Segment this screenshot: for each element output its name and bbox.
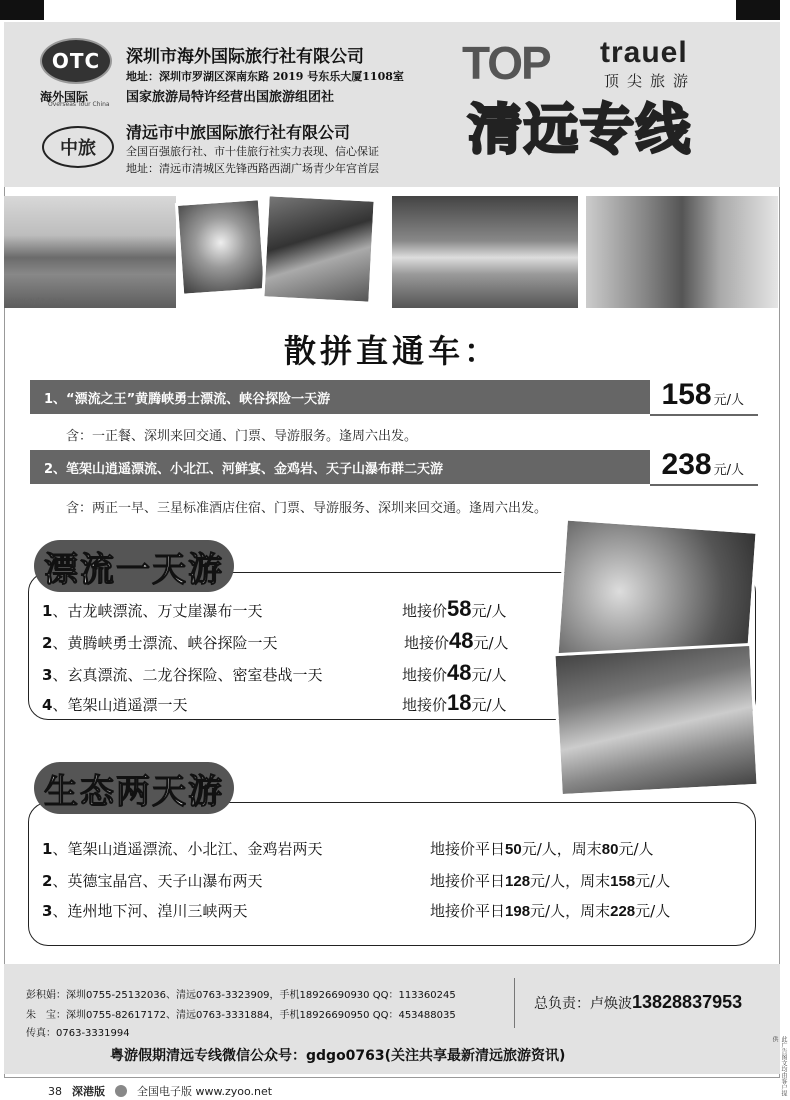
item-name: 、英德宝晶宫、天子山瀑布两天 — [52, 872, 263, 890]
price-value: 48 — [449, 628, 474, 653]
tour-label: 2、笔架山逍遥漂流、小北江、河鲜宴、金鸡岩、天子山瀑布群二天游 — [44, 461, 444, 477]
price-label: 地接价 — [404, 634, 450, 652]
list-item — [42, 664, 322, 685]
price-unit: 元/人 — [473, 634, 509, 652]
photo-village — [4, 196, 176, 308]
item-price — [402, 660, 507, 686]
tour-includes: 含：一正餐、深圳来回交通、门票、导游服务。逢周六出发。 — [66, 429, 418, 444]
company1-license: 国家旅游局特许经营出国旅游组团社 — [126, 90, 335, 105]
item-price — [404, 628, 509, 654]
list-item — [42, 900, 247, 921]
price-unit: 元/人 — [471, 602, 507, 620]
weekend-unit: 元/人 — [618, 840, 654, 858]
tour-bar — [30, 380, 758, 414]
otc-logo: OTC — [40, 38, 112, 84]
contact-line-2: 朱 宝：深圳0755-82617172、清远0763-3331884，手机18926690950 QQ：453488035 — [26, 1010, 456, 1021]
item-price — [402, 596, 507, 622]
tour-price-box — [650, 374, 758, 416]
cz-logo: 中旅 — [42, 126, 114, 168]
tour-price: 158 — [661, 378, 712, 411]
price-unit: 元/人 — [471, 666, 507, 684]
weekend-price: 228 — [610, 903, 636, 920]
tour-price: 238 — [661, 448, 712, 481]
weekend-unit: 元/人 — [635, 872, 671, 890]
tour-price-unit: 元/人 — [713, 393, 744, 408]
weekday-label: 地接价平日 — [430, 902, 506, 920]
item-index: 1 — [42, 840, 53, 858]
company2-address: 地址：清远市清城区先锋西路西湖广场青少年宫首层 — [126, 162, 379, 175]
company2-honor: 全国百强旅行社、市十佳旅行社实力表现、信心保证 — [126, 145, 379, 158]
photo-3d-mammoth — [586, 196, 778, 308]
price-value: 48 — [447, 660, 472, 685]
item-index: 3 — [42, 666, 53, 684]
photo-river — [261, 193, 376, 305]
list-item — [42, 870, 262, 891]
otc-logo-cn: 海外国际 — [40, 90, 89, 104]
item-index: 3 — [42, 902, 53, 920]
item-name: 、玄真漂流、二龙谷探险、密室巷战一天 — [52, 666, 323, 684]
edition-dot-icon — [115, 1085, 127, 1097]
price-label: 地接价 — [402, 696, 448, 714]
company1-name: 深圳市海外国际旅行社有限公司 — [126, 47, 364, 67]
price-label: 地接价 — [402, 602, 448, 620]
tour-label: 1、“漂流之王”黄腾峡勇士漂流、峡谷探险一天游 — [44, 391, 331, 407]
page-footer — [48, 1083, 272, 1099]
brand-cn: 顶尖旅游 — [604, 72, 697, 90]
weekend-label: 周末 — [571, 840, 602, 858]
item-price — [430, 838, 654, 859]
weekday-label: 地接价平日 — [430, 840, 506, 858]
manager-phone: 13828837953 — [632, 992, 743, 1012]
route-title: 清远专线 — [468, 98, 692, 161]
weekend-price: 158 — [610, 873, 636, 890]
list-item — [42, 600, 262, 621]
wechat-account: 粤游假期清远专线微信公众号：gdgo0763(关注共享最新清远旅游资讯) — [110, 1048, 566, 1064]
photo-rafting-boat — [175, 197, 267, 297]
item-name: 、古龙峡漂流、万丈崖瀑布一天 — [52, 602, 263, 620]
top-brand-logo — [462, 37, 550, 89]
weekday-price: 198 — [505, 903, 531, 920]
list-item — [42, 838, 322, 859]
item-index: 4 — [42, 696, 53, 714]
tour-bar — [30, 450, 758, 484]
tour-price-unit: 元/人 — [713, 463, 744, 478]
item-index: 2 — [42, 634, 53, 652]
photo-watermark: www.qyta.com — [6, 296, 65, 305]
item-name: 、笔架山逍遥漂流、小北江、金鸡岩两天 — [52, 840, 323, 858]
weekday-price: 50 — [505, 841, 522, 858]
manager-label: 总负责：卢焕波 — [534, 996, 632, 1012]
page-number: 38 — [48, 1084, 62, 1098]
price-value: 58 — [447, 596, 472, 621]
weekend-label: 周末 — [580, 872, 611, 890]
item-price — [430, 870, 670, 891]
direct-bus-title: 散拼直通车： — [284, 332, 501, 370]
rafting-title-badge: 漂流一天游 — [34, 540, 234, 592]
item-name: 、笔架山逍遥漂一天 — [52, 696, 188, 714]
site-link[interactable]: 全国电子版 www.zyoo.net — [137, 1085, 273, 1098]
photo-whitewater — [552, 643, 759, 797]
weekend-price: 80 — [601, 841, 619, 858]
weekday-price: 128 — [505, 873, 531, 890]
brand-travel-word: trauel — [600, 36, 688, 69]
weekend-unit: 元/人 — [635, 902, 671, 920]
photo-hot-spring — [392, 196, 578, 308]
item-index: 1 — [42, 602, 53, 620]
contact-line-1: 彭积娟：深圳0755-25132036、清远0763-3323909，手机18926690930 QQ：113360245 — [26, 990, 456, 1001]
top-brand-text: TOP — [462, 37, 550, 89]
otc-logo-en: Overseas Tour China — [48, 101, 110, 108]
eco-title-badge: 生态两天游 — [34, 762, 234, 814]
company2-name: 清远市中旅国际旅行社有限公司 — [126, 123, 351, 142]
list-item — [42, 694, 187, 715]
item-price — [430, 900, 670, 921]
tour-price-box — [650, 444, 758, 486]
contact-fax: 传真：0763-3331994 — [26, 1028, 130, 1039]
weekend-label: 周末 — [580, 902, 611, 920]
item-index: 2 — [42, 872, 53, 890]
corner-mark-left — [0, 0, 44, 20]
weekday-unit: 元/人， — [530, 902, 581, 920]
price-value: 18 — [447, 690, 472, 715]
weekday-unit: 元/人， — [530, 872, 581, 890]
item-name: 、黄腾峡勇士漂流、峡谷探险一天 — [52, 634, 278, 652]
corner-mark-right — [736, 0, 780, 20]
item-name: 、连州地下河、湟川三峡两天 — [52, 902, 248, 920]
price-label: 地接价 — [402, 666, 448, 684]
ad-side-note: 此广告图文均由客户提供 — [771, 1036, 787, 1096]
price-unit: 元/人 — [471, 696, 507, 714]
weekday-unit: 元/人， — [521, 840, 572, 858]
footer-divider — [514, 978, 515, 1028]
list-item — [42, 632, 277, 653]
manager-contact — [534, 992, 742, 1013]
weekday-label: 地接价平日 — [430, 872, 506, 890]
item-price — [402, 690, 507, 716]
tour-includes: 含：两正一早、三星标准酒店住宿、门票、导游服务、深圳来回交通。逢周六出发。 — [66, 501, 548, 516]
company1-address: 地址：深圳市罗湖区深南东路 2019 号东乐大厦1108室 — [126, 70, 404, 83]
edition-label: 深港版 — [72, 1085, 105, 1098]
